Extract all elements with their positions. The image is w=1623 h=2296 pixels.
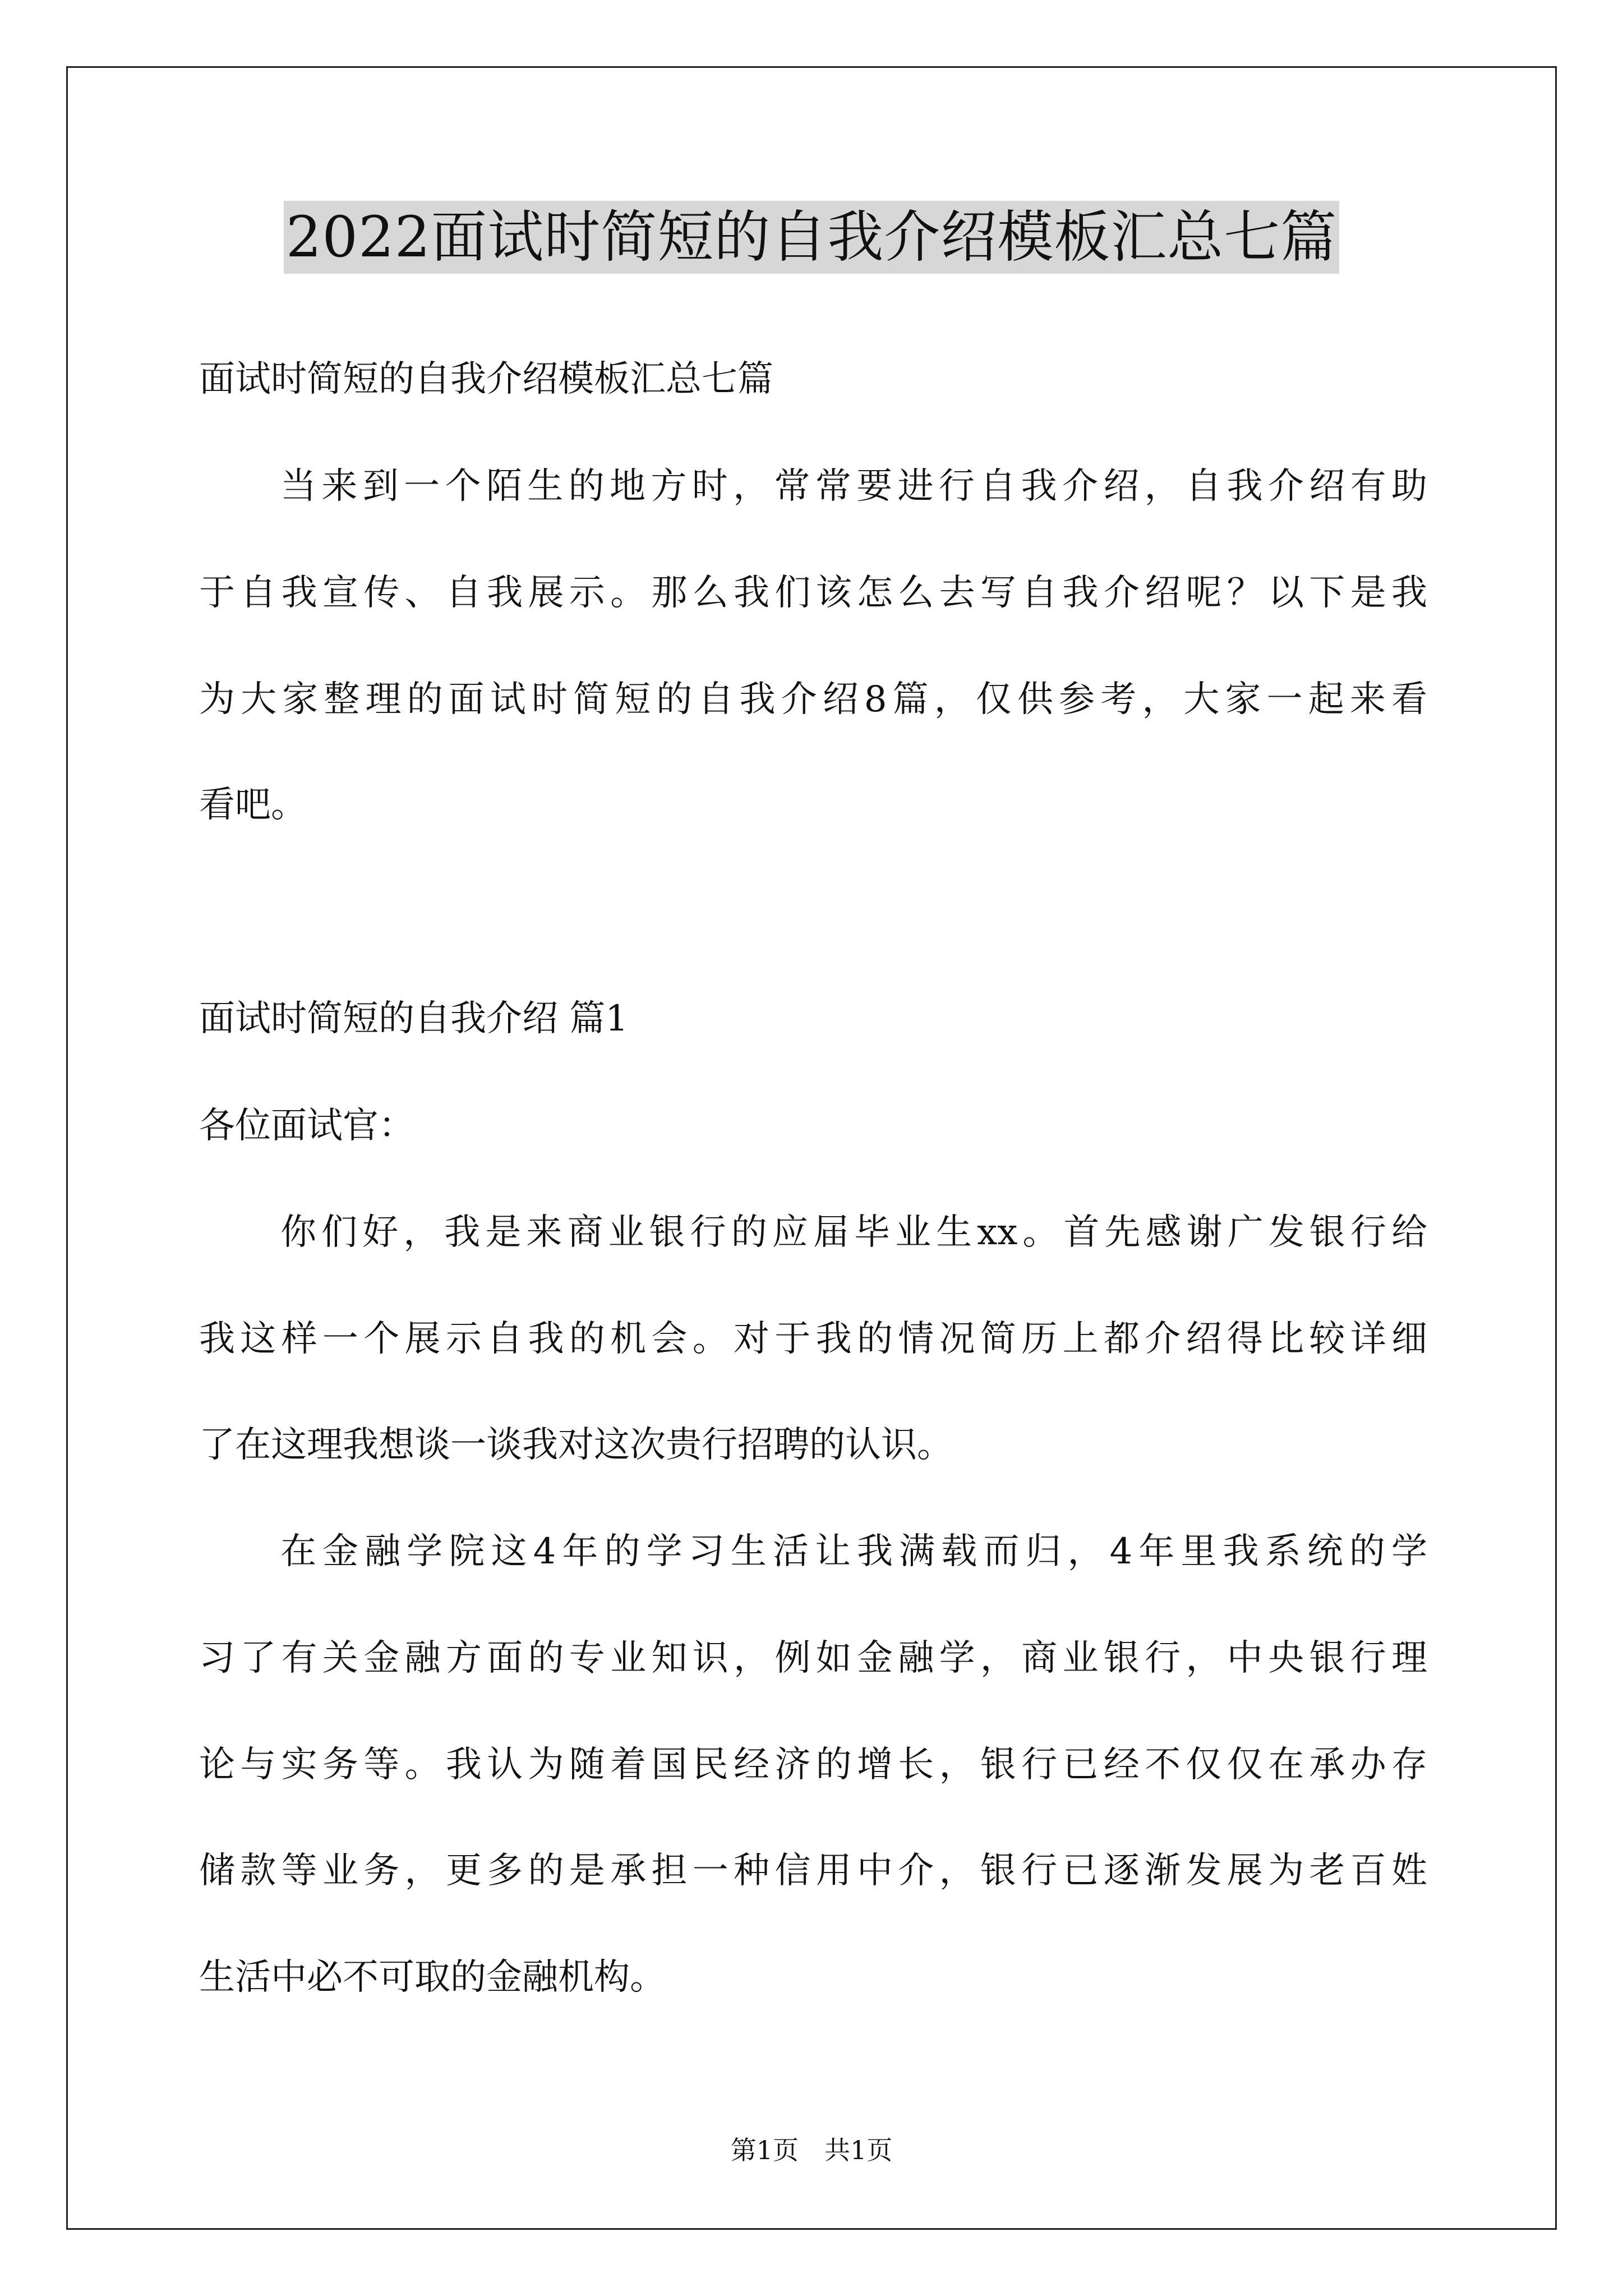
intro-line: 于自我宣传、自我展示。那么我们该怎么去写自我介绍呢？以下是我 [199, 572, 1427, 614]
paragraph-line: 习了有关金融方面的专业知识，例如金融学，商业银行，中央银行理 [199, 1637, 1427, 1679]
paragraph-line: 了在这理我想谈一谈我对这次贵行招聘的认识。 [199, 1424, 953, 1466]
paragraph-line: 生活中必不可取的金融机构。 [199, 1957, 666, 1998]
page-number-footer: 第1页 共1页 [730, 2135, 893, 2165]
intro-line: 当来到一个陌生的地方时，常常要进行自我介绍，自我介绍有助 [280, 466, 1427, 507]
intro-line: 看吧。 [199, 784, 307, 826]
salutation: 各位面试官： [199, 1105, 414, 1147]
intro-line: 为大家整理的面试时简短的自我介绍8篇，仅供参考，大家一起来看 [199, 679, 1427, 720]
document-title: 2022面试时简短的自我介绍模板汇总七篇 [284, 201, 1340, 274]
document-subtitle: 面试时简短的自我介绍模板汇总七篇 [199, 358, 773, 400]
paragraph-line: 在金融学院这4年的学习生活让我满载而归，4年里我系统的学 [280, 1531, 1427, 1572]
title-container [0, 201, 1623, 274]
paragraph-line: 储款等业务，更多的是承担一种信用中介，银行已逐渐发展为老百姓 [199, 1850, 1427, 1892]
paragraph-line: 我这样一个展示自我的机会。对于我的情况简历上都介绍得比较详细 [199, 1318, 1427, 1360]
paragraph-line: 论与实务等。我认为随着国民经济的增长，银行已经不仅仅在承办存 [199, 1744, 1427, 1786]
section-heading: 面试时简短的自我介绍 篇1 [199, 998, 629, 1039]
paragraph-line: 你们好，我是来商业银行的应届毕业生xx。首先感谢广发银行给 [280, 1212, 1427, 1253]
